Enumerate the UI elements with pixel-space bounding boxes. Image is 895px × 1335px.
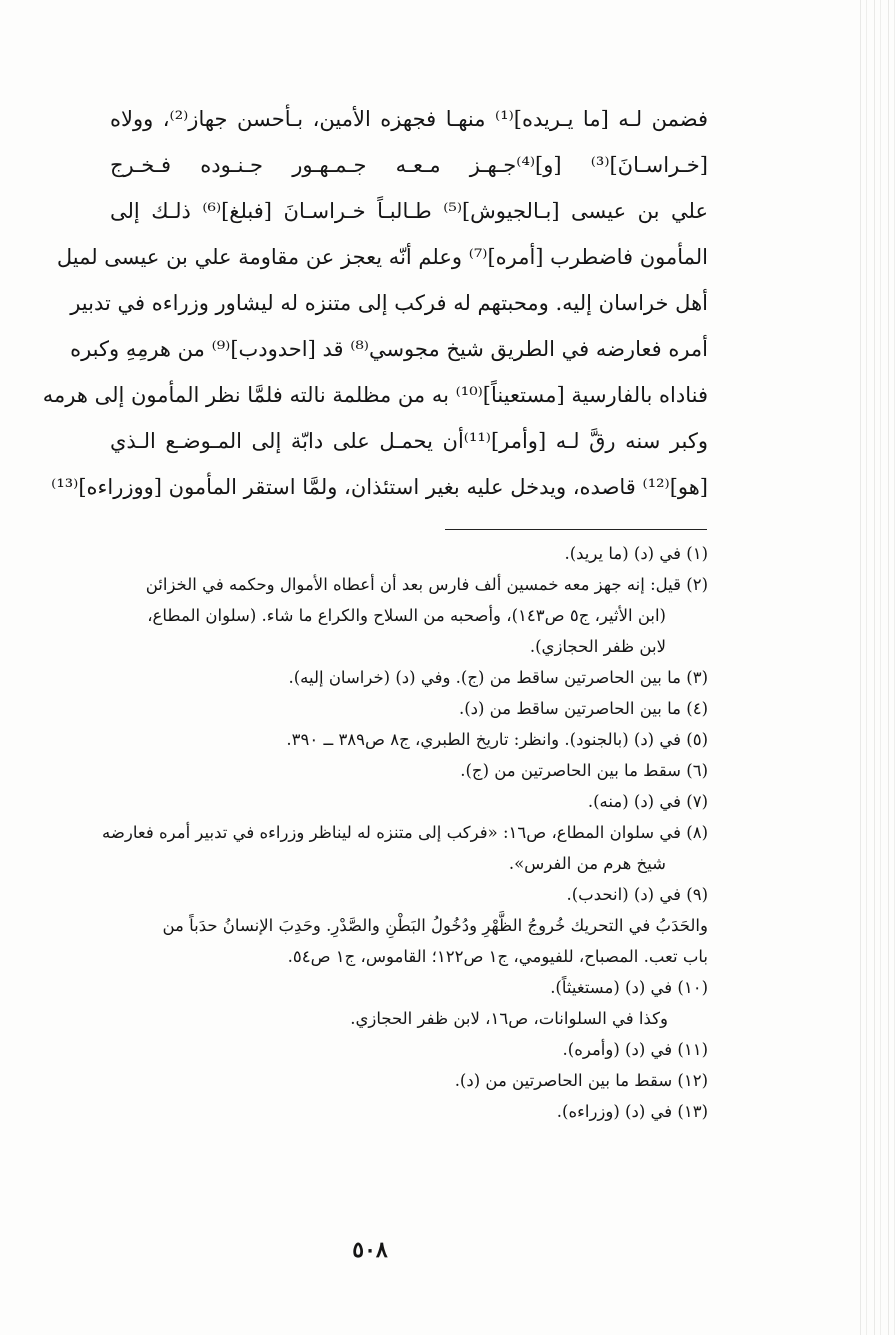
body-line: فناداه بالفارسية [مستعيناً]⁽¹⁰⁾ به من مظلمة نالته فلمَّا نظر المأمون إلى هرمه bbox=[42, 383, 708, 407]
footnote-line: (٨) في سلوان المطاع، ص١٦: «فركب إلى متنزه له ليناظر وزراءه في تدبير أمره فعارضه bbox=[102, 823, 708, 842]
main-text bbox=[42, 96, 708, 510]
body-line: [هو]⁽¹²⁾ قاصده، ويدخل عليه بغير استئذان، ولمَّا استقر المأمون [ووزراءه]⁽¹³⁾ bbox=[51, 475, 708, 499]
footnote-line: (٦) سقط ما بين الحاصرتين من (ج). bbox=[460, 761, 708, 780]
footnote-line: (٥) في (د) (بالجنود). وانظر: تاريخ الطبري، ج٨ ص٣٨٩ ــ ٣٩٠. bbox=[286, 730, 708, 749]
body-line: أمره فعارضه في الطريق شيخ مجوسي⁽⁸⁾ قد [احدودب]⁽⁹⁾ من هرمِهِ وكبره bbox=[70, 337, 708, 361]
footnote-separator bbox=[445, 529, 707, 530]
footnote-line: (٩) في (د) (انحدب). bbox=[566, 885, 708, 904]
footnote-line: (٢) قيل: إنه جهز معه خمسين ألف فارس بعد أن أعطاه الأموال وحكمه في الخزائن bbox=[145, 575, 708, 594]
body-line: وكبر سنه رقَّ لـه [وأمر]⁽¹¹⁾أن يحمـل على دابّة إلى المـوضـع الـذي bbox=[110, 429, 708, 453]
footnote-line: (١٠) في (د) (مستغيثاً). bbox=[550, 978, 708, 997]
body-line: المأمون فاضطرب [أمره]⁽⁷⁾ وعلم أنّه يعجز عن مقاومة علي بن عيسى لميل bbox=[56, 245, 708, 269]
footnote-line: (٣) ما بين الحاصرتين ساقط من (ج). وفي (د) (خراسان إليه). bbox=[288, 668, 708, 687]
footnote-line: (٤) ما بين الحاصرتين ساقط من (د). bbox=[458, 699, 708, 718]
footnote-line: (ابن الأثير، ج٥ ص١٤٣)، وأصحبه من السلاح والكراع ما شاء. (سلوان المطاع، bbox=[147, 606, 666, 625]
footnote-line: والحَدَبُ في التحريك خُروجُ الظَّهْرِ ودُخُولُ البَطْنِ والصَّدْرِ. وحَدِبَ الإنسانُ حدَباً من bbox=[162, 916, 708, 935]
body-line: فضمن لـه [ما يـريده]⁽¹⁾ منهـا فجهزه الأمين، بـأحسن جهاز⁽²⁾، وولاه bbox=[110, 107, 708, 131]
footnote-line: (١) في (د) (ما يريد). bbox=[564, 544, 708, 563]
footnote-line: وكذا في السلوانات، ص١٦، لابن ظفر الحجازي. bbox=[350, 1009, 668, 1028]
footnote-line: (١٢) سقط ما بين الحاصرتين من (د). bbox=[454, 1071, 708, 1090]
page-edge-scan-artifact bbox=[853, 0, 895, 1335]
page-number: ٥٠٨ bbox=[352, 1237, 388, 1263]
footnote-line: (٧) في (د) (منه). bbox=[587, 792, 708, 811]
body-line: علي بن عيسى [بـالجيوش]⁽⁵⁾ طـالبـاً خـراسـانَ [فبلغ]⁽⁶⁾ ذلـك إلى bbox=[110, 199, 708, 223]
body-line: أهل خراسان إليه. ومحبتهم له فركب إلى متنزه له ليشاور وزراءه في تدبير bbox=[70, 291, 708, 315]
footnote-line: (١١) في (د) (وأمره). bbox=[562, 1040, 708, 1059]
footnote-line: شيخ هرم من الفرس». bbox=[508, 854, 666, 873]
footnotes bbox=[102, 538, 708, 1127]
footnote-line: (١٣) في (د) (وزراءه). bbox=[556, 1102, 708, 1121]
footnote-line: لابن ظفر الحجازي). bbox=[529, 637, 666, 656]
body-line: [خـراسـانَ]⁽³⁾ [و]⁽⁴⁾جـهـز مـعـه جـمـهـور جـنـوده فـخـرج bbox=[110, 153, 708, 177]
footnote-line: باب تعب. المصباح، للفيومي، ج١ ص١٢٢؛ القاموس، ج١ ص٥٤. bbox=[287, 947, 708, 966]
